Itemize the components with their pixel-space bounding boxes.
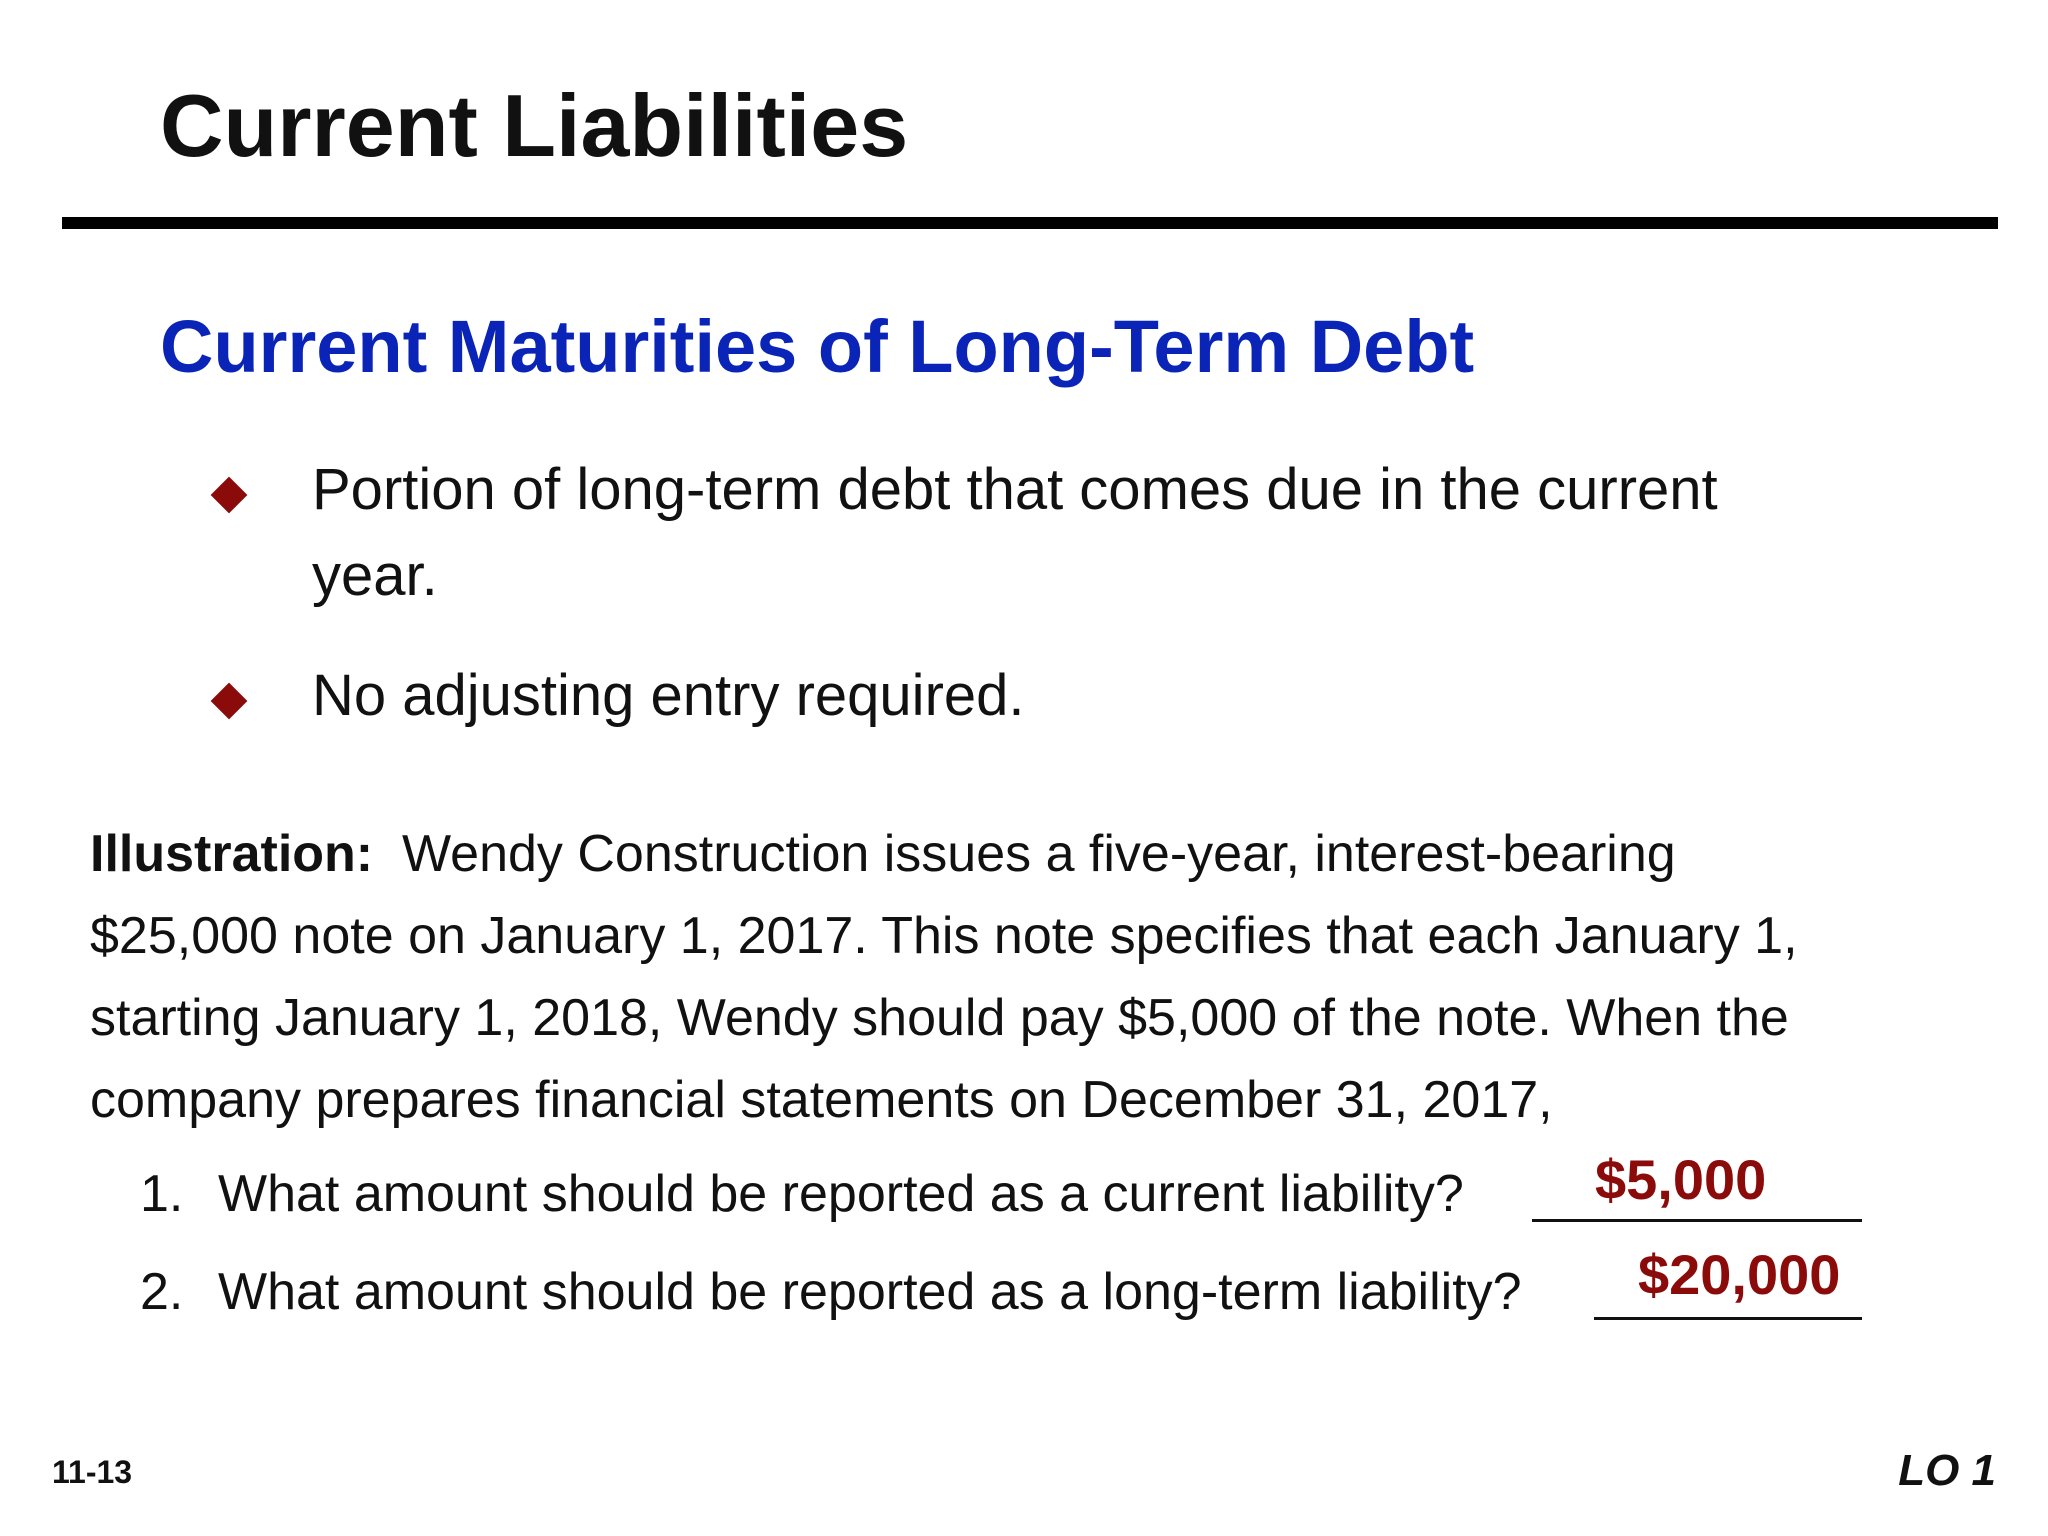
illustration-line: $25,000 note on January 1, 2017. This note specifies that each January 1,	[90, 907, 1798, 965]
question-number: 2.	[140, 1263, 184, 1321]
illustration-line	[90, 813, 1950, 895]
question-text: What amount should be reported as a current liability?	[218, 1165, 1464, 1223]
diamond-bullet-icon	[211, 683, 248, 720]
bullet-text: Portion of long-term debt that comes due in the current year.	[312, 457, 1718, 608]
slide-title: Current Liabilities	[160, 76, 909, 175]
illustration-line: company prepares financial statements on December 31, 2017,	[90, 1071, 1553, 1129]
answer-1: $5,000	[1595, 1148, 1767, 1211]
illustration-paragraph	[90, 813, 1950, 1141]
illustration-label: Illustration:	[90, 825, 374, 883]
bullet-text: No adjusting entry required.	[312, 663, 1025, 728]
illustration-text: Wendy Construction issues a five-year, interest-bearing	[402, 825, 1676, 883]
diamond-bullet-icon	[211, 477, 248, 514]
page-number: 11-13	[52, 1454, 133, 1490]
answer-2: $20,000	[1638, 1243, 1841, 1306]
title-divider	[62, 217, 1998, 229]
question-number: 1.	[140, 1165, 184, 1223]
question-2	[140, 1263, 1522, 1321]
question-1	[140, 1165, 1464, 1223]
section-subtitle: Current Maturities of Long-Term Debt	[160, 305, 1475, 388]
learning-objective: LO 1	[1898, 1446, 1996, 1495]
illustration-line: starting January 1, 2018, Wendy should pay $5,000 of the note. When the	[90, 989, 1789, 1047]
question-text: What amount should be reported as a long-term liability?	[218, 1263, 1522, 1321]
answer-blank-2	[1594, 1317, 1862, 1320]
answer-blank-1	[1532, 1219, 1862, 1222]
